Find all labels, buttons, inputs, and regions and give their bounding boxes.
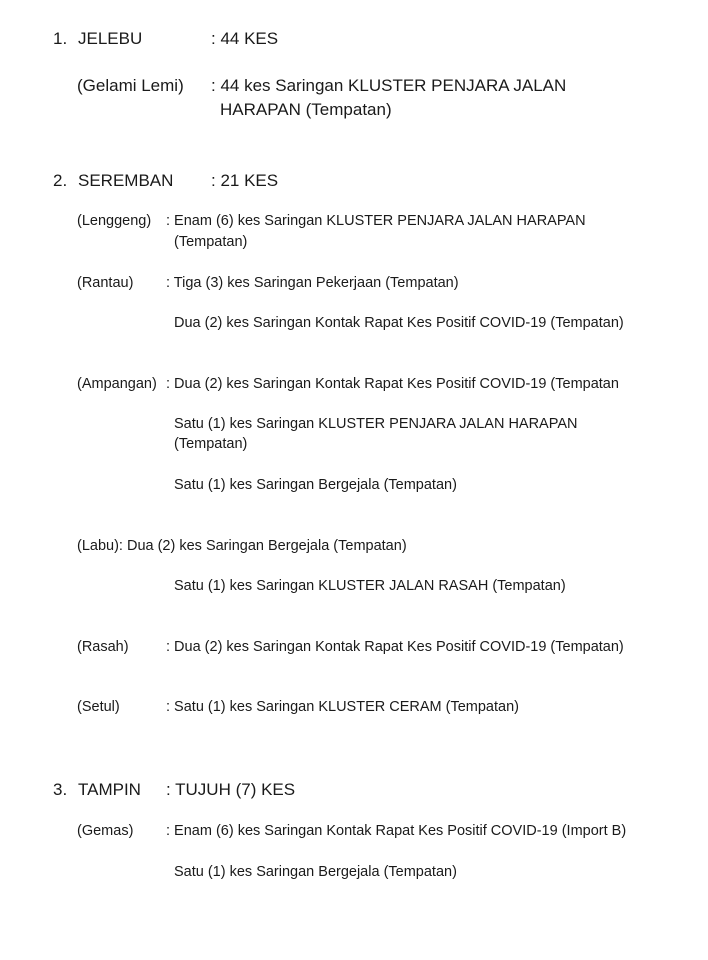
case-line: Satu (1) kes Saringan KLUSTER PENJARA JALAN HARAPAN	[174, 416, 578, 432]
case-line: : Enam (6) kes Saringan KLUSTER PENJARA JALAN HARAPAN	[166, 213, 586, 229]
case-line: : 44 kes Saringan KLUSTER PENJARA JALAN	[211, 76, 567, 95]
area-label: (Gemas)	[77, 823, 134, 839]
case-line: Satu (1) kes Saringan Bergejala (Tempatan)	[174, 864, 457, 880]
area-label: (Lenggeng)	[77, 213, 152, 229]
district-total: : 44 KES	[211, 29, 279, 48]
case-line: : Tiga (3) kes Saringan Pekerjaan (Tempatan)	[166, 275, 459, 291]
case-line: Dua (2) kes Saringan Kontak Rapat Kes Positif COVID-19 (Tempatan)	[174, 315, 624, 331]
case-line: : Dua (2) kes Saringan Kontak Rapat Kes Positif COVID-19 (Tempatan)	[166, 639, 624, 655]
case-line: (Tempatan)	[174, 234, 248, 250]
area-label: (Labu): Dua (2) kes Saringan Bergejala (Tempatan)	[77, 538, 407, 554]
area-label: (Setul)	[77, 699, 120, 715]
case-line: : Dua (2) kes Saringan Kontak Rapat Kes Positif COVID-19 (Tempatan	[166, 376, 619, 392]
case-line: HARAPAN (Tempatan)	[220, 100, 392, 119]
case-line: Satu (1) kes Saringan KLUSTER JALAN RASAH (Tempatan)	[174, 578, 566, 594]
case-line: (Tempatan)	[174, 436, 248, 452]
area-label: (Gelami Lemi)	[77, 76, 184, 95]
case-line: : Satu (1) kes Saringan KLUSTER CERAM (Tempatan)	[166, 699, 519, 715]
district-total: : 21 KES	[211, 171, 279, 190]
section-number: 3.	[53, 780, 68, 799]
district-name: TAMPIN	[78, 780, 141, 799]
section-number: 2.	[53, 171, 68, 190]
area-label: (Rasah)	[77, 639, 129, 655]
section-number: 1.	[53, 29, 68, 48]
district-total: : TUJUH (7) KES	[166, 780, 296, 799]
case-line: Satu (1) kes Saringan Bergejala (Tempatan)	[174, 477, 457, 493]
case-line: : Enam (6) kes Saringan Kontak Rapat Kes Positif COVID-19 (Import B)	[166, 823, 627, 839]
area-label: (Rantau)	[77, 275, 134, 291]
area-label: (Ampangan)	[77, 376, 157, 392]
district-name: SEREMBAN	[78, 171, 174, 190]
district-name: JELEBU	[78, 29, 143, 48]
